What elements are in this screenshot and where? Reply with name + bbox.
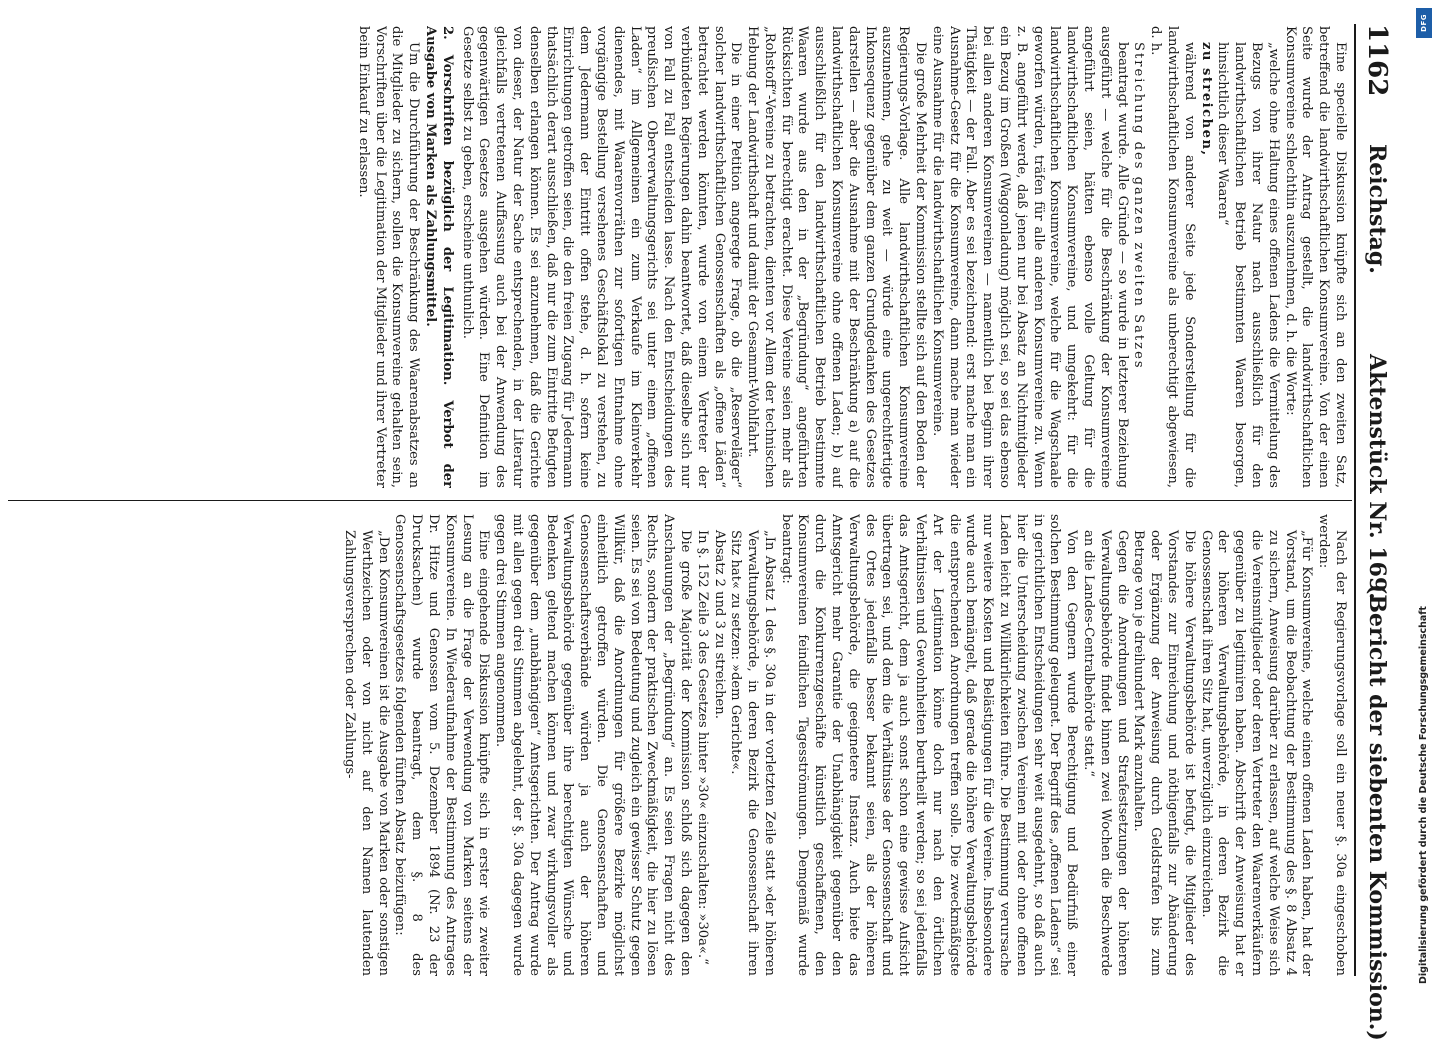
paragraph: Gegen die Anordnungen und Strafestsetzungen der höheren Verwaltungsbehörde findet binnen zwei Wochen die Beschwerde an die Landes-Centralbehörde statt.“ <box>1081 530 1130 976</box>
paragraph: Absatz 2 und 3 zu streichen. <box>711 530 727 719</box>
text-column-right <box>8 514 1348 976</box>
dfg-logo <box>1416 8 1432 38</box>
column-divider <box>8 500 1352 501</box>
paragraph: während von anderer Seite jede Sonderstellung für die landwirthschaftlichen Konsumvereine als unberechtigt abgewiesen, d. h. <box>1148 26 1197 488</box>
section-heading: 2. Vorschriften bezüglich der Legitimation. Verbot der Ausgabe von Marken als Zahlungsmittel. <box>422 26 455 488</box>
paragraph: In §. 152 Zeile 3 des Gesetzes hinter »30« einzuschalten: »30a«.“ <box>694 530 710 965</box>
paragraph: Streichung des ganzen zweiten Satzes <box>1131 42 1147 370</box>
running-header <box>1358 24 1392 1041</box>
paragraph: Die höhere Verwaltungsbehörde ist befugt, die Mitglieder des Vorstandes zur Einreichung und nöthigenfalls zur Abänderung oder Ergänzung der Anweisung durch Geldstrafen bis zum Betrage von je dreihundert Mark anzuhalten. <box>1131 530 1197 976</box>
header-left: Reichstag. <box>1364 144 1390 274</box>
dfg-logo-text: DFG <box>1420 14 1428 32</box>
digitization-credit <box>1416 8 1432 988</box>
paragraph: Die große Mehrheit der Kommission stellte sich auf den Boden der Regierungs-Vorlage. Alle landwirthschaftlichen Konsumvereine auszunehmen, gehe zu weit — würde eine ungerechtfertigte Inkonsequenz gegenüber dem ganzen Grundgedanken des Gesetzes darstellen — aber die Ausnahme mit der Beschränkung a) auf die landwirthschaftlichen Konsumvereine ohne offenen Laden; b) auf ausschließlich für den landwirthschaftlichen Betrieb bestimmte Waaren wurde aus den in der „Begründung“ angeführten Rücksichten für berechtigt erachtet. Diese Vereine seien mehr als „Rohstoff“-Vereine zu betrachten, dienten vor Allem der technischen Hebung der Landwirthschaft und damit der Gesammt-Wohlfahrt. <box>745 26 929 488</box>
text-column-left <box>8 26 1348 488</box>
header-rule <box>1354 24 1356 976</box>
paragraph: Die große Majorität der Kommission schloß sich dagegen den Anschauungen der „Begründung“ an. Es seien Fragen nicht des Rechts, sondern der praktischen Zweckmäßigkeit, die hier zu lösen seien. Es sei von Bedeutung und zugleich ein gewisser Schutz gegen Willkür, daß die Anordnungen für größere Bezirke möglichst einheitlich getroffen würden. Die Genossenschaften und Genossenschaftsverbände würden ja auch der höheren Verwaltungsbehörde gegenüber ihre berechtigten Wünsche und Bedenken geltend machen können und zwar wirkungsvoller als gegenüber dem „unabhängigen“ Amtsgerichten. Der Antrag wurde mit allen gegen drei Stimmen abgelehnt, der §. 30a dagegen wurde gegen drei Stimmen angenommen. <box>493 514 693 976</box>
paragraph: beantragt wurde. Alle Gründe — so wurde in letzterer Beziehung ausgeführt — welche für die Beschränkung der Konsumvereine angeführt seien, hätten ebenso volle Geltung für die landwirthschaftlichen Konsumvereine, und umgekehrt: für die landwirthschaftlichen Konsumvereine, welche für die Wagschaale geworfen würden, träfen für alle anderen Konsumvereine zu. Wenn z. B. angeführt werde, daß jenen nur bei Absatz an Nichtmitglieder ein Bezug im Großen (Waggonladung) möglich sei, so sei das ebenso bei allen anderen Konsumvereinen — namentlich bei Beginn ihrer Thätigkeit — der Fall. Aber es sei bezeichnend: erst mache man ein Ausnahme-Gesetz für die Konsumvereine, dann mache man wieder eine Ausnahme für die landwirthschaftlichen Konsumvereine. <box>929 26 1130 488</box>
paragraph: Eine eingehende Diskussion knüpfte sich in erster wie zweiter Lesung an die Frage der Verwendung von Marken seitens der Konsumvereine. In Wiederaufnahme der Bestimmung des Antrages Dr. Hitze und Genossen vom 5. Dezember 1894 (Nr. 23 der Drucksachen) wurde beantragt, dem §. 8 des Genossenschaftsgesetzes folgenden fünften Absatz beizufügen: <box>392 514 492 976</box>
paragraph: „In Absatz 1 des §. 30a in der vorletzten Zeile statt »der höheren Verwaltungsbehörde, in deren Bezirk die Genossenschaft ihren Sitz hat« zu setzen: »dem Gerichte«. <box>728 530 777 976</box>
header-right: (Bericht der siebenten Kommission.) <box>1364 584 1390 1041</box>
digitization-note: Digitalisierung gefördert durch die Deutsche Forschungsgemeinschaft <box>1418 606 1429 984</box>
page-number: 1162 <box>1362 24 1392 97</box>
paragraph: Die in einer Petition angeregte Frage, ob die „Reserveläger“ solcher landwirthschaftlichen Genossenschaften als „offene Läden“ betrachtet werden könnten, wurde von einem Vertreter der verbündeten Regierungen dahin beantwortet, daß dieselbe sich nur von Fall zu Fall entscheiden lasse. Nach den Entscheidungen des preußischen Oberverwaltungsgerichts sei unter einem „offenen Laden“ im Allgemeinen ein zum Verkaufe im Kleinverkehr dienendes, mit Waarenvorräthen zur sofortigen Entnahme ohne vorgängige Bestellung versehenes Geschäftslokal zu verstehen, zu dem Jedermann der Eintritt offen stehe, d. h. sofern keine Einrichtungen getroffen seien, die den freien Zugang für Jedermann thatsächlich derart ausschließen, daß nur die zum Eintritte Befugten denselben erlangen können. Es sei anzunehmen, daß die Gerichte von dieser, der Natur der Sache entsprechenden, in der Literatur gleichfalls vertretenen Auffassung auch bei der Anwendung des gegenwärtigen Gesetzes ausgehen würden. Eine Definition im Gesetze selbst zu geben, erscheine unthunlich. <box>459 26 744 488</box>
paragraph: Um die Durchführung der Beschränkung des Waarenabsatzes an die Mitglieder zu sichern, sollen die Konsumvereine gehalten sein, Vorschriften über die Legitimation der Mitglieder und ihrer Vertreter beim Einkauf zu erlassen. <box>355 26 422 488</box>
paragraph: „Den Konsumvereinen ist die Ausgabe von Marken oder sonstigen Werthzeichen oder von nicht auf den Namen lautenden Zahlungsversprechen oder Zahlungs- <box>341 530 391 976</box>
paragraph: „Für Konsumvereine, welche einen offenen Laden haben, hat der Vorstand, um die Beobachtung der Bestimmung des §. 8 Absatz 4 zu sichern, Anweisung darüber zu erlassen, auf welche Weise sich die Vereinsmitglieder oder deren Vertreter den Waarenverkäufern gegenüber zu legitimiren haben. Abschrift der Anweisung hat er der höheren Verwaltungsbehörde, in deren Bezirk die Genossenschaft ihren Sitz hat, unverzüglich einzureichen. <box>1198 530 1315 976</box>
paragraph: Eine specielle Diskussion knüpfte sich an den zweiten Satz, betreffend die landwirthschaftlichen Konsumvereine. Von der einen Seite wurde der Antrag gestellt, die landwirthschaftlichen Konsumvereine schlechthin auszunehmen, d. h. die Worte: <box>1282 26 1348 488</box>
paragraph: Von den Gegnern wurde Berechtigung und Bedürfniß einer solchen Bestimmung geleugnet. Der Begriff des „offenen Ladens“ sei in gerichtlichen Entscheidungen sehr weit ausgedehnt, so daß auch hier die Unterscheidung zwischen Vereinen mit oder ohne offenen Laden leicht zu Willkürlichkeiten führe. Die Bestimmung verursache nur weitere Kosten und Belästigungen für die Vereine. Insbesondere wurde auch bemängelt, daß gerade die höhere Verwaltungsbehörde die entsprechenden Anordnungen treffen solle. Die zweckmäßigste Art der Legitimation könne doch nur nach den örtlichen Verhältnissen und Gewohnheiten beurtheilt werden; so sei jedenfalls das Amtsgericht, dem ja auch sonst schon eine gewisse Aufsicht übertragen sei, und dem die Verhältnisse der Genossenschaft und des Ortes jedenfalls besser bekannt seien, als der höheren Verwaltungsbehörde, die geeignetere Instanz. Auch biete das Amtsgericht mehr Garantie der Unabhängigkeit gegenüber den durch die Konkurrenzgeschäfte künstlich geschaffenen, den Konsumvereinen feindlichen Tagesströmungen. Demgemäß wurde beantragt: <box>778 514 1080 976</box>
paragraph: Nach der Regierungsvorlage soll ein neuer §. 30a eingeschoben werden: <box>1316 514 1348 976</box>
paragraph: „welche ohne Haltung eines offenen Ladens die Vermittelung des Bezugs von ihrer Natur nach ausschließlich für den landwirthschaftlichen Betrieb bestimmten Waaren besorgen, hinsichtlich dieser Waaren“ <box>1215 42 1281 488</box>
header-center: Aktenstück Nr. 169. <box>1364 354 1390 600</box>
paragraph: zu streichen, <box>1198 42 1214 157</box>
